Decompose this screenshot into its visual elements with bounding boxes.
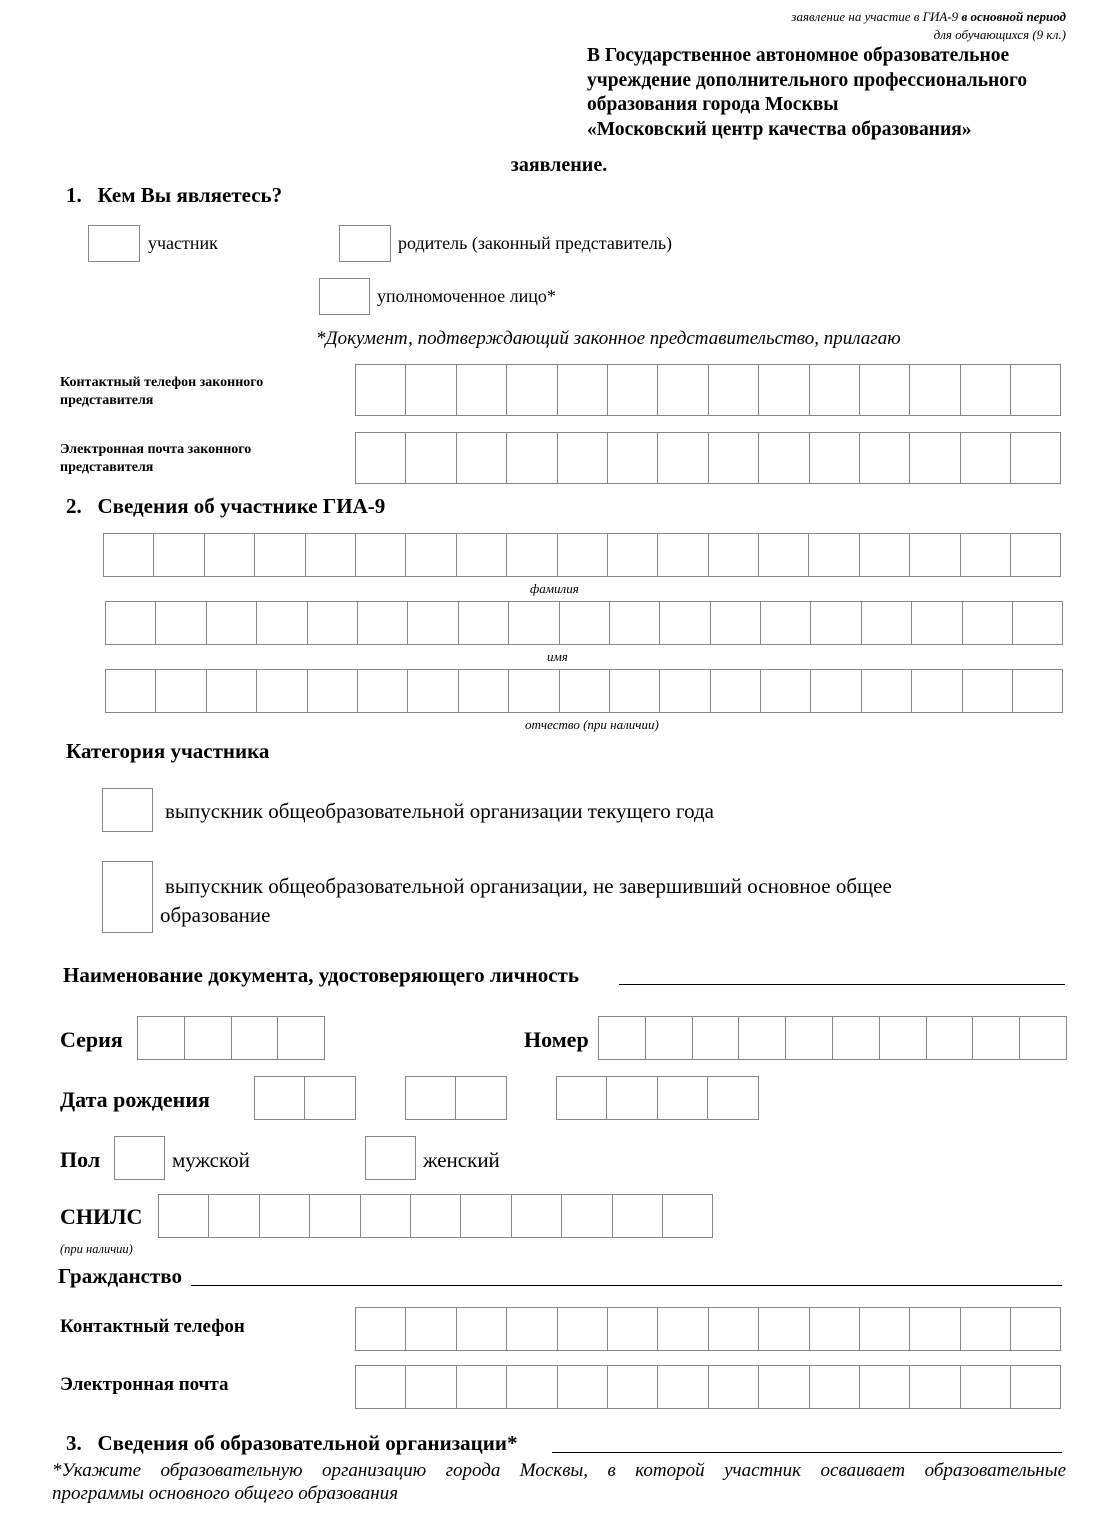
entry-cell[interactable] (1011, 1365, 1061, 1409)
birth-month-cells[interactable] (405, 1076, 507, 1120)
entry-cell[interactable] (912, 669, 962, 713)
citizenship-label: Гражданство (58, 1264, 183, 1288)
entry-cell[interactable] (459, 669, 509, 713)
entry-cell[interactable] (709, 1365, 759, 1409)
entry-cell[interactable] (356, 1365, 406, 1409)
entry-cell[interactable] (562, 1194, 612, 1238)
entry-cell[interactable] (860, 1365, 910, 1409)
snils-note: (при наличии) (60, 1242, 133, 1256)
entry-cell[interactable] (1011, 432, 1061, 484)
entry-cell[interactable] (156, 669, 206, 713)
entry-cell[interactable] (408, 601, 458, 645)
entry-cell[interactable] (759, 533, 809, 577)
entry-cell[interactable] (963, 601, 1013, 645)
category-incomplete-checkbox[interactable] (102, 861, 153, 933)
education-org-line[interactable] (552, 1452, 1062, 1453)
rep-phone-label-line1: Контактный телефон законного (60, 375, 264, 390)
entry-cell[interactable] (406, 1307, 456, 1351)
entry-cell[interactable] (1013, 601, 1063, 645)
rep-phone-cells[interactable] (355, 364, 1061, 416)
entry-cell[interactable] (811, 669, 861, 713)
entry-cell[interactable] (658, 432, 708, 484)
entry-cell[interactable] (811, 601, 861, 645)
entry-cell[interactable] (709, 533, 759, 577)
entry-cell[interactable] (308, 669, 358, 713)
entry-cell[interactable] (461, 1194, 511, 1238)
entry-cell[interactable] (810, 1365, 860, 1409)
entry-cell[interactable] (209, 1194, 259, 1238)
entry-cell[interactable] (759, 364, 809, 416)
phone-label: Контактный телефон (60, 1316, 245, 1337)
entry-cell[interactable] (910, 1365, 960, 1409)
entry-cell[interactable] (711, 669, 761, 713)
form-type-note-text: заявление на участие в ГИА-9 (791, 9, 962, 24)
entry-cell[interactable] (810, 364, 860, 416)
entry-cell[interactable] (205, 533, 255, 577)
series-label: Серия (60, 1027, 123, 1052)
entry-cell[interactable] (608, 1307, 658, 1351)
entry-cell[interactable] (860, 432, 910, 484)
sex-male-label: мужской (172, 1148, 250, 1172)
entry-cell[interactable] (356, 432, 406, 484)
entry-cell[interactable] (613, 1194, 663, 1238)
birth-year-cells[interactable] (556, 1076, 759, 1120)
entry-cell[interactable] (880, 1016, 927, 1060)
category-incomplete-label-line1: выпускник общеобразовательной организации, не завершивший основное общее (165, 874, 892, 898)
form-type-note (791, 8, 1066, 44)
entry-cell[interactable] (608, 364, 658, 416)
entry-cell[interactable] (860, 1307, 910, 1351)
entry-cell[interactable] (558, 1365, 608, 1409)
entry-cell[interactable] (138, 1016, 185, 1060)
entry-cell[interactable] (306, 533, 356, 577)
entry-cell[interactable] (910, 1307, 960, 1351)
entry-cell[interactable] (207, 669, 257, 713)
entry-cell[interactable] (961, 533, 1011, 577)
section3-footnote-line1: *Укажите образовательную организацию города Москвы, в которой участник осваивает образовательные (52, 1460, 1066, 1481)
entry-cell[interactable] (608, 1365, 658, 1409)
entry-cell[interactable] (658, 533, 708, 577)
entry-cell[interactable] (408, 669, 458, 713)
citizenship-line[interactable] (191, 1285, 1062, 1286)
entry-cell[interactable] (106, 601, 156, 645)
entry-cell[interactable] (558, 432, 608, 484)
document-title: заявление. (510, 154, 608, 176)
entry-cell[interactable] (709, 364, 759, 416)
surname-cells[interactable] (103, 533, 1061, 577)
entry-cell[interactable] (356, 533, 406, 577)
entry-cell[interactable] (599, 1016, 646, 1060)
addressee-line-1: В Государственное автономное образовательное (587, 45, 1010, 66)
entry-cell[interactable] (786, 1016, 833, 1060)
rep-email-label (60, 441, 251, 477)
form-type-note-grade: для обучающихся (9 кл.) (933, 27, 1066, 42)
rep-email-label-line2: представителя (60, 460, 154, 475)
rep-email-label-line1: Электронная почта законного (60, 442, 252, 457)
entry-cell[interactable] (860, 364, 910, 416)
entry-cell[interactable] (507, 533, 557, 577)
entry-cell[interactable] (963, 669, 1013, 713)
entry-cell[interactable] (459, 601, 509, 645)
parent-option-label: родитель (законный представитель) (398, 233, 673, 253)
entry-cell[interactable] (558, 1307, 608, 1351)
addressee-line-4: «Московский центр качества образования» (587, 118, 972, 140)
entry-cell[interactable] (862, 669, 912, 713)
entry-cell[interactable] (646, 1016, 693, 1060)
section3-footnote-line2: программы основного общего образования (52, 1483, 399, 1504)
entry-cell[interactable] (558, 533, 608, 577)
sex-female-checkbox[interactable] (365, 1136, 416, 1180)
entry-cell[interactable] (607, 1076, 657, 1120)
entry-cell[interactable] (862, 601, 912, 645)
entry-cell[interactable] (759, 1365, 809, 1409)
entry-cell[interactable] (658, 1307, 708, 1351)
entry-cell[interactable] (406, 432, 456, 484)
entry-cell[interactable] (185, 1016, 232, 1060)
entry-cell[interactable] (558, 364, 608, 416)
entry-cell[interactable] (106, 669, 156, 713)
entry-cell[interactable] (278, 1016, 325, 1060)
authorized-person-checkbox[interactable] (319, 278, 370, 315)
series-cells[interactable] (137, 1016, 325, 1060)
entry-cell[interactable] (255, 533, 305, 577)
entry-cell[interactable] (711, 601, 761, 645)
addressee-line-3: образования города Москвы (587, 94, 839, 115)
entry-cell[interactable] (761, 601, 811, 645)
entry-cell[interactable] (1011, 1307, 1061, 1351)
entry-cell[interactable] (560, 669, 610, 713)
entry-cell[interactable] (810, 1307, 860, 1351)
birth-date-label: Дата рождения (60, 1087, 210, 1112)
representation-footnote: *Документ, подтверждающий законное представительство, прилагаю (316, 328, 901, 349)
birth-day-cells[interactable] (254, 1076, 356, 1120)
email-cells[interactable] (355, 1365, 1061, 1409)
entry-cell[interactable] (507, 432, 557, 484)
entry-cell[interactable] (809, 533, 859, 577)
section1-title: 1. Кем Вы являетесь? (66, 183, 283, 207)
entry-cell[interactable] (406, 1076, 456, 1120)
entry-cell[interactable] (961, 364, 1011, 416)
entry-cell[interactable] (512, 1194, 562, 1238)
number-label: Номер (524, 1027, 589, 1052)
category-incomplete-label-line2: образование (160, 903, 271, 927)
entry-cell[interactable] (456, 1076, 506, 1120)
entry-cell[interactable] (159, 1194, 209, 1238)
entry-cell[interactable] (739, 1016, 786, 1060)
rep-phone-label (60, 374, 263, 410)
entry-cell[interactable] (608, 533, 658, 577)
name-caption: имя (547, 649, 568, 664)
entry-cell[interactable] (358, 669, 408, 713)
entry-cell[interactable] (708, 1076, 758, 1120)
entry-cell[interactable] (693, 1016, 740, 1060)
entry-cell[interactable] (406, 1365, 456, 1409)
entry-cell[interactable] (457, 432, 507, 484)
entry-cell[interactable] (961, 432, 1011, 484)
entry-cell[interactable] (833, 1016, 880, 1060)
entry-cell[interactable] (961, 1365, 1011, 1409)
parent-checkbox[interactable] (339, 225, 391, 262)
id-document-line[interactable] (619, 984, 1065, 985)
entry-cell[interactable] (1013, 669, 1063, 713)
entry-cell[interactable] (305, 1076, 355, 1120)
entry-cell[interactable] (356, 364, 406, 416)
form-type-note-period: в основной период (961, 9, 1066, 24)
entry-cell[interactable] (610, 601, 660, 645)
entry-cell[interactable] (761, 669, 811, 713)
entry-cell[interactable] (810, 432, 860, 484)
entry-cell[interactable] (709, 432, 759, 484)
patronymic-caption: отчество (при наличии) (525, 717, 659, 732)
entry-cell[interactable] (709, 1307, 759, 1351)
entry-cell[interactable] (260, 1194, 310, 1238)
entry-cell[interactable] (509, 669, 559, 713)
entry-cell[interactable] (658, 1365, 708, 1409)
snils-label: СНИЛС (60, 1204, 143, 1229)
entry-cell[interactable] (356, 1307, 406, 1351)
entry-cell[interactable] (608, 432, 658, 484)
entry-cell[interactable] (406, 533, 456, 577)
sex-label: Пол (60, 1147, 101, 1172)
entry-cell[interactable] (560, 601, 610, 645)
entry-cell[interactable] (457, 1307, 507, 1351)
entry-cell[interactable] (910, 364, 960, 416)
entry-cell[interactable] (310, 1194, 360, 1238)
entry-cell[interactable] (361, 1194, 411, 1238)
section3-footnote (52, 1459, 1066, 1505)
entry-cell[interactable] (457, 364, 507, 416)
entry-cell[interactable] (507, 364, 557, 416)
entry-cell[interactable] (557, 1076, 607, 1120)
participant-option-label: участник (148, 233, 218, 253)
entry-cell[interactable] (961, 1307, 1011, 1351)
entry-cell[interactable] (104, 533, 154, 577)
entry-cell[interactable] (207, 601, 257, 645)
entry-cell[interactable] (660, 601, 710, 645)
entry-cell[interactable] (358, 601, 408, 645)
email-label: Электронная почта (60, 1374, 229, 1395)
addressee-block (587, 44, 1027, 142)
entry-cell[interactable] (759, 432, 809, 484)
entry-cell[interactable] (457, 533, 507, 577)
sex-male-checkbox[interactable] (114, 1136, 165, 1180)
entry-cell[interactable] (973, 1016, 1020, 1060)
rep-email-cells[interactable] (355, 432, 1061, 484)
patronymic-cells[interactable] (105, 669, 1063, 713)
entry-cell[interactable] (457, 1365, 507, 1409)
entry-cell[interactable] (509, 601, 559, 645)
entry-cell[interactable] (910, 533, 960, 577)
entry-cell[interactable] (507, 1365, 557, 1409)
entry-cell[interactable] (154, 533, 204, 577)
entry-cell[interactable] (255, 1076, 305, 1120)
entry-cell[interactable] (1011, 364, 1061, 416)
entry-cell[interactable] (156, 601, 206, 645)
entry-cell[interactable] (507, 1307, 557, 1351)
entry-cell[interactable] (1020, 1016, 1067, 1060)
name-cells[interactable] (105, 601, 1063, 645)
category-current-year-checkbox[interactable] (102, 788, 153, 832)
entry-cell[interactable] (1011, 533, 1061, 577)
entry-cell[interactable] (927, 1016, 974, 1060)
id-document-label: Наименование документа, удостоверяющего личность (63, 963, 579, 987)
entry-cell[interactable] (257, 669, 307, 713)
entry-cell[interactable] (663, 1194, 713, 1238)
entry-cell[interactable] (406, 364, 456, 416)
entry-cell[interactable] (257, 601, 307, 645)
category-incomplete-label (160, 872, 892, 930)
phone-cells[interactable] (355, 1307, 1061, 1351)
entry-cell[interactable] (910, 432, 960, 484)
snils-cells[interactable] (158, 1194, 713, 1238)
participant-checkbox[interactable] (88, 225, 140, 262)
entry-cell[interactable] (232, 1016, 279, 1060)
entry-cell[interactable] (411, 1194, 461, 1238)
entry-cell[interactable] (658, 1076, 708, 1120)
entry-cell[interactable] (860, 533, 910, 577)
number-cells[interactable] (598, 1016, 1067, 1060)
entry-cell[interactable] (759, 1307, 809, 1351)
addressee-line-2: учреждение дополнительного профессионального (587, 69, 1028, 91)
authorized-person-option-label: уполномоченное лицо* (377, 286, 556, 306)
rep-phone-label-line2: представителя (60, 393, 154, 408)
section2-title: 2. Сведения об участнике ГИА-9 (66, 494, 386, 518)
entry-cell[interactable] (912, 601, 962, 645)
surname-caption: фамилия (530, 581, 579, 596)
entry-cell[interactable] (610, 669, 660, 713)
section3-title: 3. Сведения об образовательной организации* (66, 1431, 518, 1455)
category-current-year-label: выпускник общеобразовательной организации текущего года (165, 799, 714, 823)
entry-cell[interactable] (658, 364, 708, 416)
category-title: Категория участника (66, 739, 270, 763)
sex-female-label: женский (423, 1148, 500, 1172)
entry-cell[interactable] (660, 669, 710, 713)
entry-cell[interactable] (308, 601, 358, 645)
